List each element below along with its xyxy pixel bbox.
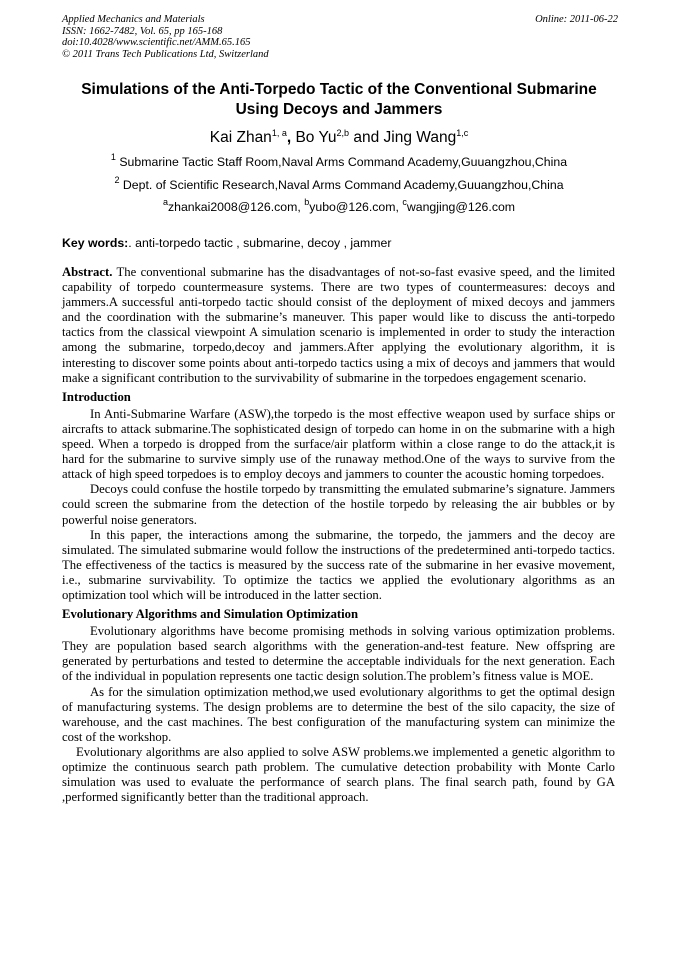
keywords-label: Key words: [62, 236, 129, 250]
email-mark: a [162, 197, 168, 207]
author-affiliation-mark: 2,b [336, 128, 350, 138]
paragraph: In Anti-Submarine Warfare (ASW),the torpedo is the most effective weapon used by surface ships or aircrafts to attack submarine.The sophisticated design of torpedo can home in on the submarine with a high speed. When a torpedo is dropped from the surface/air platform within a close range to do the attack,it is hard for the submarine to survive simply use of the runaway method.One of the ways to survive from the attack of high speed torpedoes is to employ decoys and jammers to counter the acoustic homing torpedoes. [62, 406, 615, 482]
paragraph: In this paper, the interactions among the submarine, the torpedo, the jammers and the decoy are simulated. The simulated submarine would follow the instructions of the predetermined anti-torpedo tactics. The effectiveness of the tactics is measured by the success rate of the submarine in her evasive movement, i.e., submarine survivability. To optimize the tactics we applied the evolutionary algorithms as an optimization tool which will be introduced in the latter section. [62, 527, 615, 602]
author-name: Jing Wang [383, 129, 457, 146]
author-affiliation-mark: 1, a [271, 128, 287, 138]
online-date: Online: 2011-06-22 [535, 14, 618, 25]
title-line-2: Using Decoys and Jammers [235, 101, 443, 118]
abstract [62, 265, 615, 386]
paragraph: As for the simulation optimization method,we used evolutionary algorithms to get the optimal design of manufacturing systems. The design problems are to determine the best of the silo capacity, the size of warehouse, and the cast machines. The best configuration of the manufacturing system can minimize the cost of the workshop. [62, 684, 615, 744]
keywords [62, 236, 618, 251]
author-list [60, 128, 618, 148]
affiliation-text: Dept. of Scientific Research,Naval Arms Command Academy,Guuangzhou,China [122, 178, 564, 192]
abstract-label: Abstract. [62, 265, 113, 279]
paper-title [60, 80, 618, 120]
author-name: Kai Zhan [209, 129, 272, 146]
email-address: yubo@126.com, [309, 200, 403, 214]
paper-body [62, 265, 615, 805]
email-mark: c [402, 197, 407, 207]
keywords-text: . anti-torpedo tactic , submarine, decoy , jammer [128, 236, 392, 250]
author-separator: , [286, 129, 296, 146]
paragraph: Evolutionary algorithms have become promising methods in solving various optimization problems. They are population based search algorithms with the generation-and-test feature. New offspring are generated by perturbations and tested to determine the acceptable individuals for the next generation. Each of the individual in population represents one tactic design solution.The problem’s fitness value is MOE. [62, 624, 615, 684]
title-line-1: Simulations of the Anti-Torpedo Tactic of the Conventional Submarine [81, 81, 597, 98]
journal-issn: ISSN: 1662-7482, Vol. 65, pp 165-168 [62, 25, 223, 37]
affiliation-text: Submarine Tactic Staff Room,Naval Arms Command Academy,Guuangzhou,China [119, 155, 568, 169]
journal-name: Applied Mechanics and Materials [62, 14, 205, 25]
email-address: wangjing@126.com [406, 200, 516, 214]
affiliation-2 [60, 175, 618, 193]
author-emails [60, 197, 618, 215]
paragraph: Evolutionary algorithms are also applied to solve ASW problems.we implemented a genetic algorithm to optimize the continuous search path problem. The cumulative detection probability with Monte Carlo simulation was used to evaluate the performance of search plans. The final search path, found by GA ,performed significantly better than the traditional approach. [62, 744, 615, 805]
section-heading-introduction: Introduction [62, 389, 131, 404]
journal-copyright: © 2011 Trans Tech Publications Ltd, Switzerland [62, 48, 269, 60]
affiliation-mark: 2 [114, 175, 120, 185]
author-separator: and [349, 129, 384, 146]
email-address: zhankai2008@126.com, [167, 200, 305, 214]
journal-masthead [62, 14, 618, 60]
paragraph: Decoys could confuse the hostile torpedo by transmitting the emulated submarine’s signature. Jammers could screen the submarine from the detection of the hostile torpedo by releasing the air bubbles or by powerful noise generators. [62, 482, 615, 527]
abstract-text: The conventional submarine has the disadvantages of not-so-fast evasive speed, and the limited capability of torpedo countermeasure systems. There are two types of countermeasures: decoys and jammers.A successful anti-torpedo tactic should consist of the deployment of mixed decoys and jammers and the coordination with the submarine’s maneuver. This paper would like to discuss the anti-torpedo tactics from the classical viewpoint A simulation scenario is implemented in order to study the interaction among the submarine, torpedo,decoy and jammers.After applying the evolutionary algorithm, it is interesting to discover some points about anti-torpedo tactics using a mix of decoys and jammers that would make a significant contribution to the survivability of submarine in the torpedoes engagement scenario. [62, 265, 615, 385]
affiliation-1 [60, 152, 618, 170]
affiliation-mark: 1 [110, 152, 116, 162]
author-affiliation-mark: 1,c [456, 128, 469, 138]
journal-doi: doi:10.4028/www.scientific.net/AMM.65.165 [62, 37, 251, 48]
email-mark: b [304, 197, 310, 207]
author-name: Bo Yu [295, 129, 337, 146]
section-heading-evolutionary: Evolutionary Algorithms and Simulation Optimization [62, 607, 359, 622]
